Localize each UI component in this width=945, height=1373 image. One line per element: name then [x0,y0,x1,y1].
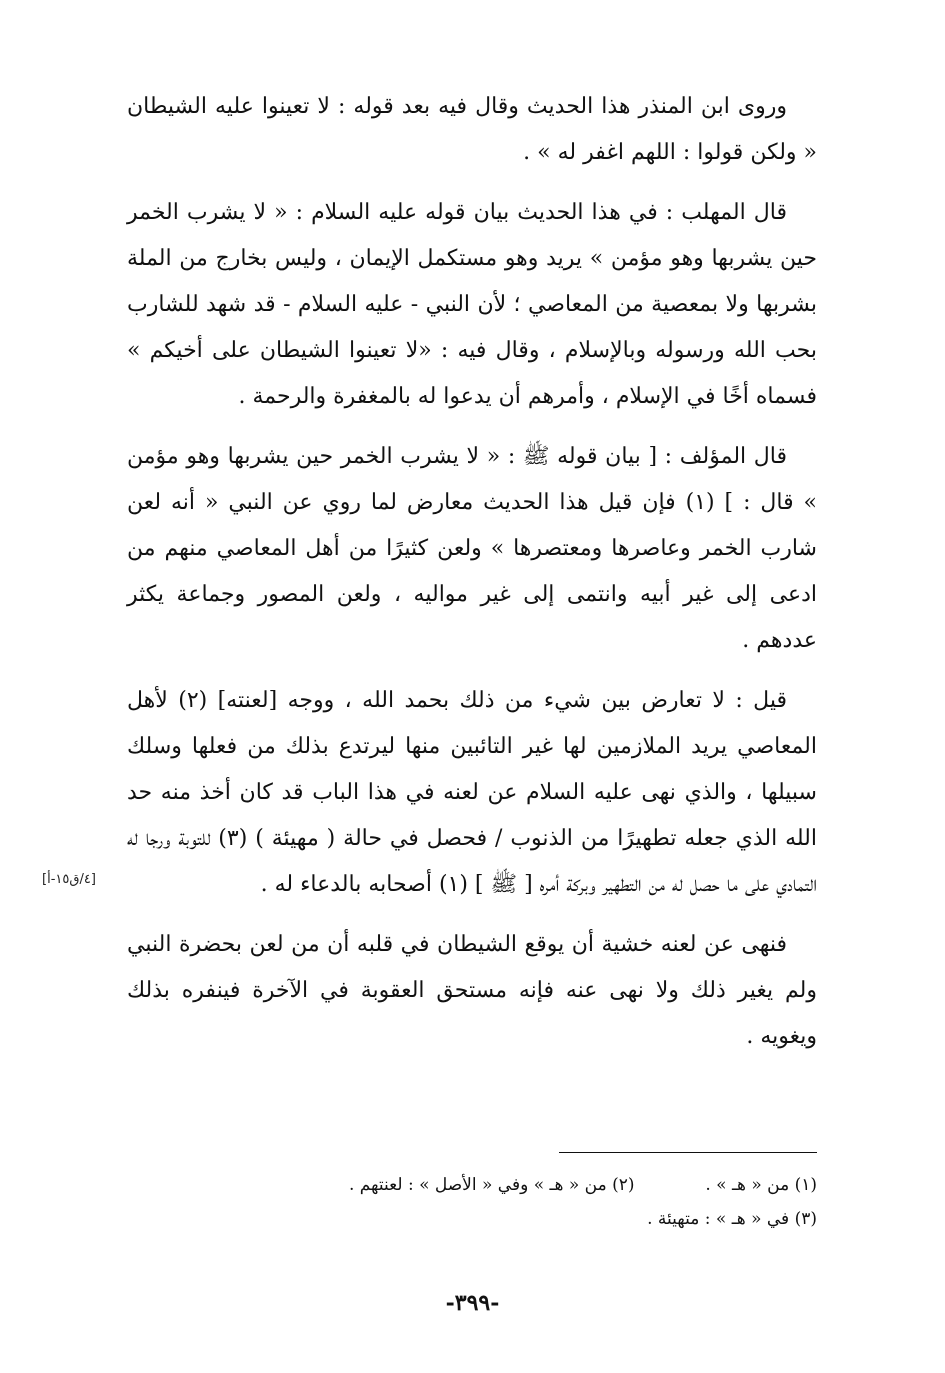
paragraph-5: فنهى عن لعنه خشية أن يوقع الشيطان في قلبه أن من لعن بحضرة النبي ولم يغير ذلك ولا نهى عنه فإنه مستحق العقوبة في الآخرة فينفره بذلك ويغويه . [127,932,817,1049]
manuscript-folio-note: [٤/ق١٥-أ] [42,872,96,887]
paragraph-4: قيل : لا تعارض بين شيء من ذلك بحمد الله ، ووجه [لعنته] (٢) لأهل المعاصي يريد الملازمين لها غير التائبين منها ليرتدع بذلك من فعلها وسلك سبيلها ، والذي نهى عليه السلام عن لعنه في هذا الباب قد كان أخذ منه حد الله الذي جعله تطهيرًا من الذنوب / فحصل في حالة ( مهيئة ) (٣) للتوبة ورجا له التمادي على ما حصل له من التطهير وبركة أمره [ ﷺ ] (١) أصحابه بالدعاء له . [127,688,817,897]
footnote-row-2 [127,1202,817,1236]
paragraph-2: قال المهلب : في هذا الحديث بيان قوله عليه السلام : « لا يشرب الخمر حين يشربها وهو مؤمن » يريد وهو مستكمل الإيمان ، وليس بخارج من الملة بشربها ولا بمعصية من المعاصي ؛ لأن النبي - عليه السلام - قد شهد للشارب بحب الله ورسوله وبالإسلام ، وقال فيه : «لا تعينوا الشيطان على أخيكم » فسماه أخًا في الإسلام ، وأمرهم أن يدعوا له بالمغفرة والرحمة . [127,200,817,409]
paragraph-3: قال المؤلف : [ بيان قوله ﷺ : « لا يشرب الخمر حين يشربها وهو مؤمن » قال : ] (١) فإن قيل هذا الحديث معارض لما روي عن النبي « أنه لعن شارب الخمر وعاصرها ومعتصرها » ولعن كثيرًا من أهل المعاصي منهم من ادعى إلى غير أبيه وانتمى إلى غير مواليه ، ولعن المصور وجماعة يكثر عددهم . [127,444,817,653]
paragraph-1: وروى ابن المنذر هذا الحديث وقال فيه بعد قوله : لا تعينوا عليه الشيطان « ولكن قولوا : اللهم اغفر له » . [127,94,817,165]
footnotes [127,1168,817,1236]
page-number: -٣٩٩- [445,1290,500,1316]
footnote-3: (٣) في « هـ » : متهيئة . [647,1209,817,1229]
footnote-1: (١) من « هـ » . [705,1175,817,1195]
footnote-row-1 [127,1168,817,1202]
footnote-2: (٢) من « هـ » وفي « الأصل » : لعنتهم . [348,1175,635,1195]
footnote-divider [559,1152,817,1153]
main-text [127,84,817,1074]
